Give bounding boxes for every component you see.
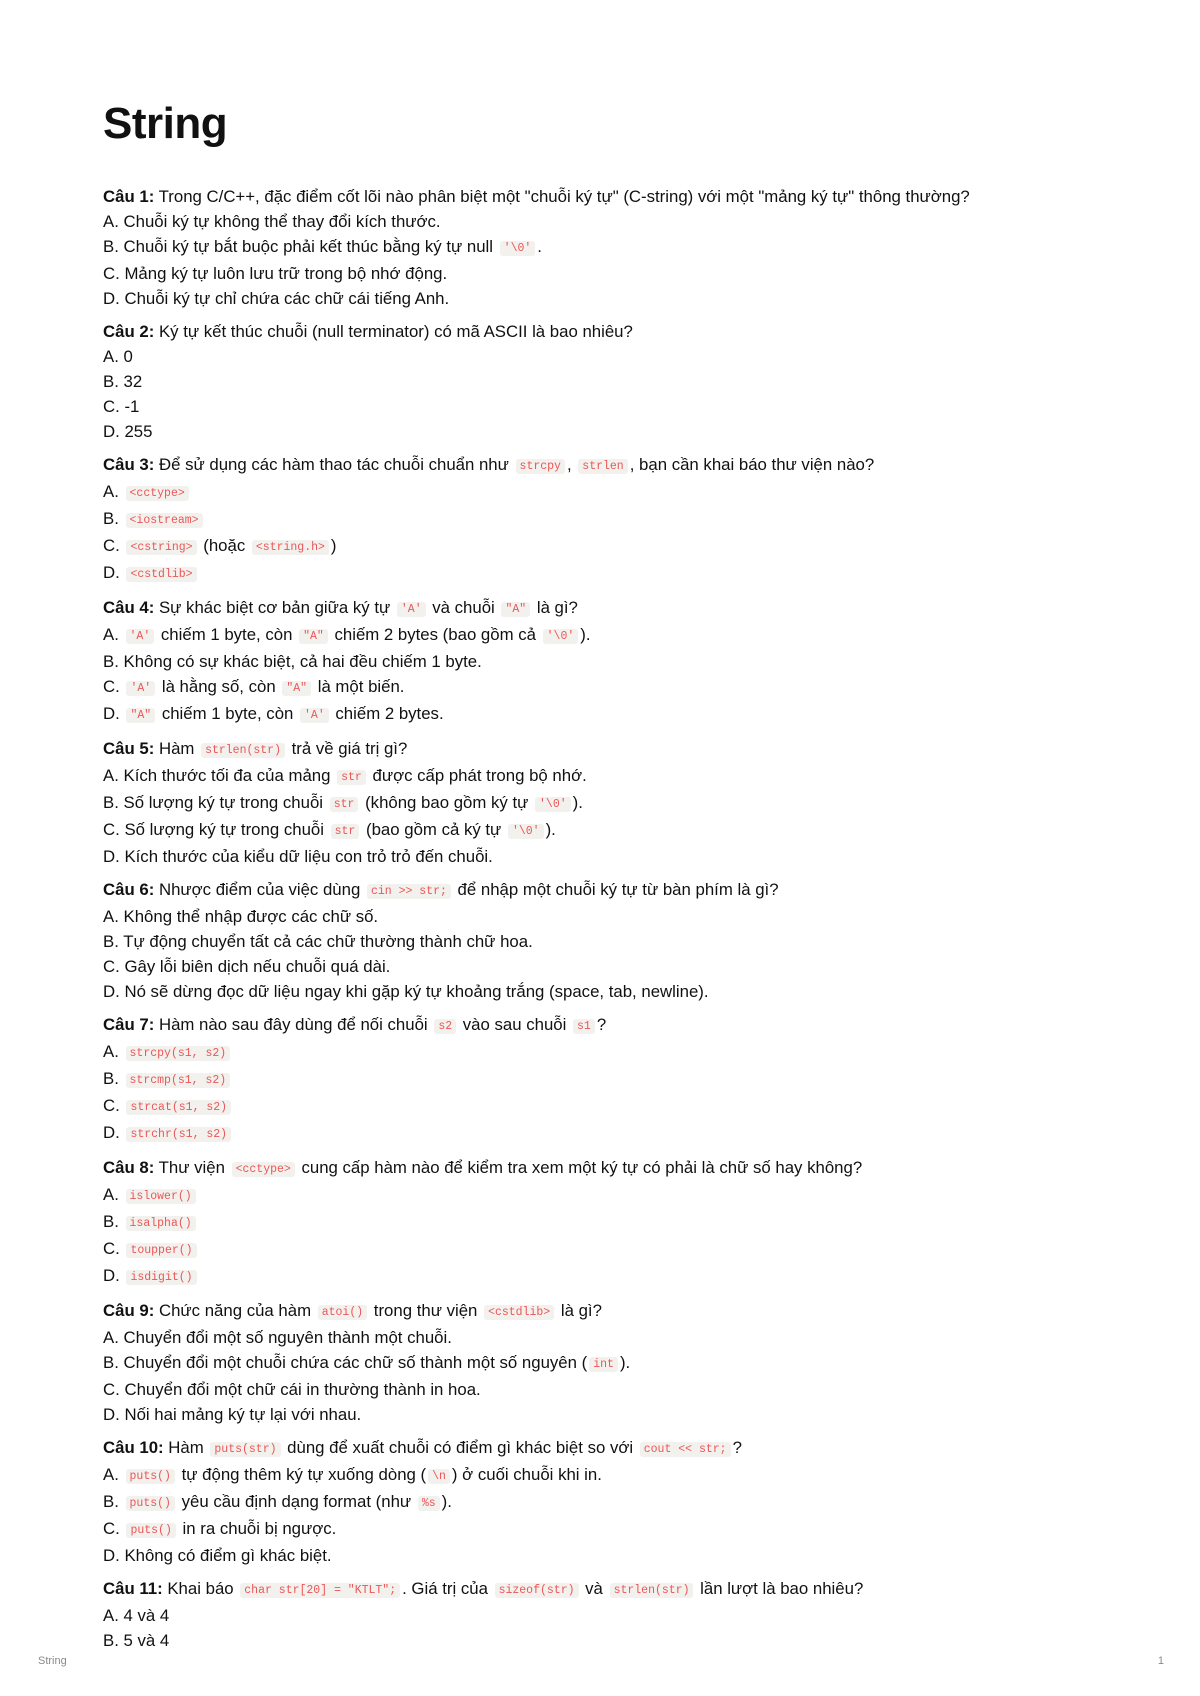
inline-code: isalpha() xyxy=(126,1216,196,1231)
answer-option xyxy=(103,1350,1103,1377)
inline-code: <string.h> xyxy=(252,540,329,555)
text-run: là gì? xyxy=(532,598,578,618)
answer-option xyxy=(103,506,1103,533)
answer-option xyxy=(103,817,1103,844)
text-run: và chuỗi xyxy=(427,598,500,618)
answer-option xyxy=(103,261,1103,286)
text-run: Ký tự kết thúc chuỗi (null terminator) có mã ASCII là bao nhiêu? xyxy=(154,322,633,342)
answer-option xyxy=(103,1093,1103,1120)
question-number: Câu 9: xyxy=(103,1301,155,1321)
inline-code: islower() xyxy=(126,1189,196,1204)
answer-option xyxy=(103,1263,1103,1290)
text-run: (không bao gồm ký tự xyxy=(360,793,534,813)
text-run: lần lượt là bao nhiêu? xyxy=(695,1579,864,1599)
answer-option xyxy=(103,1543,1103,1568)
question-text xyxy=(103,319,1103,344)
inline-code: '\0' xyxy=(543,629,579,644)
inline-code: str xyxy=(330,797,359,812)
inline-code: "A" xyxy=(126,708,155,723)
inline-code: <cctype> xyxy=(232,1162,295,1177)
inline-code: strcat(s1, s2) xyxy=(126,1100,231,1115)
text-run: D. 255 xyxy=(103,422,153,442)
inline-code: <cctype> xyxy=(126,486,189,501)
text-run: ? xyxy=(732,1438,742,1458)
footer-title: String xyxy=(38,1655,67,1667)
answer-option xyxy=(103,560,1103,587)
inline-code: puts() xyxy=(126,1523,175,1538)
question-block xyxy=(103,877,1103,1004)
inline-code: atoi() xyxy=(318,1305,367,1320)
question-text xyxy=(103,877,1103,904)
question-text xyxy=(103,1298,1103,1325)
text-run: C. xyxy=(103,1096,125,1116)
answer-option xyxy=(103,234,1103,261)
inline-code: "A" xyxy=(299,629,328,644)
question-text xyxy=(103,184,1103,209)
answer-option xyxy=(103,1066,1103,1093)
inline-code: %s xyxy=(418,1496,440,1511)
text-run: B. xyxy=(103,509,124,529)
text-run: Để sử dụng các hàm thao tác chuỗi chuẩn như xyxy=(154,455,514,475)
text-run: trong thư viện xyxy=(369,1301,483,1321)
text-run: , bạn cần khai báo thư viện nào? xyxy=(629,455,875,475)
question-list xyxy=(103,184,1103,1653)
text-run: C. xyxy=(103,1519,125,1539)
text-run: Sự khác biệt cơ bản giữa ký tự xyxy=(154,598,395,618)
inline-code: 'A' xyxy=(126,681,155,696)
answer-option xyxy=(103,394,1103,419)
answer-option xyxy=(103,674,1103,701)
text-run: C. Chuyển đổi một chữ cái in thường thành in hoa. xyxy=(103,1380,481,1400)
text-run: cung cấp hàm nào để kiểm tra xem một ký tự có phải là chữ số hay không? xyxy=(296,1158,863,1178)
text-run: trả về giá trị gì? xyxy=(286,739,408,759)
text-run: được cấp phát trong bộ nhớ. xyxy=(367,766,587,786)
text-run: C. xyxy=(103,1239,125,1259)
answer-option xyxy=(103,369,1103,394)
text-run: Nhược điểm của việc dùng xyxy=(154,880,365,900)
question-block xyxy=(103,1298,1103,1427)
text-run: B. xyxy=(103,1212,124,1232)
question-number: Câu 1: xyxy=(103,187,155,207)
question-number: Câu 11: xyxy=(103,1579,163,1599)
text-run: in ra chuỗi bị ngược. xyxy=(177,1519,337,1539)
page-number: 1 xyxy=(1157,1655,1164,1667)
inline-code: "A" xyxy=(282,681,311,696)
text-run: D. Chuỗi ký tự chỉ chứa các chữ cái tiếng Anh. xyxy=(103,289,450,309)
inline-code: 'A' xyxy=(126,629,155,644)
answer-option xyxy=(103,344,1103,369)
question-number: Câu 6: xyxy=(103,880,155,900)
text-run: Hàm xyxy=(154,739,200,759)
text-run: , xyxy=(566,455,577,475)
text-run: D. xyxy=(103,1123,125,1143)
text-run: A. xyxy=(103,1465,124,1485)
inline-code: <iostream> xyxy=(126,513,203,528)
text-run: vào sau chuỗi xyxy=(458,1015,572,1035)
text-run: chiếm 2 bytes. xyxy=(330,704,444,724)
answer-option xyxy=(103,790,1103,817)
text-run: Hàm xyxy=(163,1438,209,1458)
answer-option xyxy=(103,1039,1103,1066)
text-run: C. xyxy=(103,677,125,697)
text-run: ) ở cuối chuỗi khi in. xyxy=(451,1465,602,1485)
text-run: B. xyxy=(103,1492,124,1512)
question-number: Câu 10: xyxy=(103,1438,164,1458)
text-run: B. 32 xyxy=(103,372,143,392)
text-run: C. xyxy=(103,536,125,556)
text-run: ). xyxy=(619,1353,631,1373)
text-run: ). xyxy=(441,1492,452,1512)
question-text xyxy=(103,736,1103,763)
text-run: dùng để xuất chuỗi có điểm gì khác biệt so với xyxy=(282,1438,638,1458)
inline-code: \n xyxy=(428,1469,450,1484)
inline-code: "A" xyxy=(501,602,530,617)
answer-option xyxy=(103,701,1103,728)
text-run: ? xyxy=(596,1015,607,1035)
inline-code: strcpy xyxy=(516,459,565,474)
inline-code: <cstdlib> xyxy=(484,1305,554,1320)
question-block xyxy=(103,1576,1103,1653)
inline-code: strlen xyxy=(578,459,627,474)
answer-option xyxy=(103,209,1103,234)
text-run: B. Số lượng ký tự trong chuỗi xyxy=(103,793,328,813)
inline-code: cin >> str; xyxy=(367,884,451,899)
question-block xyxy=(103,452,1103,587)
text-run: và xyxy=(580,1579,608,1599)
inline-code: s1 xyxy=(573,1019,595,1034)
text-run: chiếm 2 bytes (bao gồm cả xyxy=(329,625,541,645)
text-run: B. Không có sự khác biệt, cả hai đều chiếm 1 byte. xyxy=(103,652,482,672)
text-run: tự động thêm ký tự xuống dòng ( xyxy=(176,1465,427,1485)
inline-code: puts(str) xyxy=(210,1442,280,1457)
text-run: là một biến. xyxy=(313,677,405,697)
question-block xyxy=(103,595,1103,728)
question-text xyxy=(103,595,1103,622)
inline-code: isdigit() xyxy=(126,1270,196,1285)
inline-code: sizeof(str) xyxy=(495,1583,579,1598)
answer-option xyxy=(103,1377,1103,1402)
text-run: A. xyxy=(103,1042,124,1062)
inline-code: str xyxy=(337,770,366,785)
question-block xyxy=(103,1012,1103,1147)
text-run: ) xyxy=(330,536,337,556)
question-block xyxy=(103,1155,1103,1290)
answer-option xyxy=(103,1209,1103,1236)
answer-option xyxy=(103,1325,1103,1350)
inline-code: 'A' xyxy=(300,708,329,723)
text-run: C. Mảng ký tự luôn lưu trữ trong bộ nhớ động. xyxy=(103,264,448,284)
inline-code: s2 xyxy=(434,1019,456,1034)
text-run: . xyxy=(537,237,542,257)
text-run: A. Kích thước tối đa của mảng xyxy=(103,766,336,786)
answer-option xyxy=(103,844,1103,869)
question-number: Câu 3: xyxy=(103,455,155,475)
answer-option xyxy=(103,1489,1103,1516)
text-run: chiếm 1 byte, còn xyxy=(157,704,299,724)
text-run: D. Nó sẽ dừng đọc dữ liệu ngay khi gặp ký tự khoảng trắng (space, tab, newline). xyxy=(103,982,709,1002)
inline-code: strcpy(s1, s2) xyxy=(126,1046,231,1061)
inline-code: <cstdlib> xyxy=(126,567,196,582)
question-block xyxy=(103,736,1103,869)
inline-code: cout << str; xyxy=(640,1442,731,1457)
answer-option xyxy=(103,622,1103,649)
question-block xyxy=(103,1435,1103,1568)
text-run: C. -1 xyxy=(103,397,140,417)
text-run: Khai báo xyxy=(162,1579,239,1599)
text-run: A. xyxy=(103,1185,124,1205)
inline-code: '\0' xyxy=(535,797,571,812)
answer-option xyxy=(103,1402,1103,1427)
answer-option xyxy=(103,286,1103,311)
question-text xyxy=(103,1155,1103,1182)
inline-code: int xyxy=(589,1357,618,1372)
answer-option xyxy=(103,954,1103,979)
text-run: (hoặc xyxy=(198,536,250,556)
text-run: ). xyxy=(572,793,583,813)
text-run: yêu cầu định dạng format (như xyxy=(176,1492,416,1512)
question-number: Câu 4: xyxy=(103,598,155,618)
question-number: Câu 8: xyxy=(103,1158,155,1178)
question-block xyxy=(103,319,1103,444)
answer-option xyxy=(103,763,1103,790)
text-run: (bao gồm cả ký tự xyxy=(361,820,506,840)
question-number: Câu 7: xyxy=(103,1015,155,1035)
text-run: A. 0 xyxy=(103,347,133,367)
text-run: B. xyxy=(103,1069,124,1089)
text-run: D. Nối hai mảng ký tự lại với nhau. xyxy=(103,1405,362,1425)
question-text xyxy=(103,1576,1103,1603)
text-run: A. Chuỗi ký tự không thể thay đổi kích thước. xyxy=(103,212,441,232)
question-text xyxy=(103,1012,1103,1039)
inline-code: strlen(str) xyxy=(201,743,285,758)
answer-option xyxy=(103,1236,1103,1263)
text-run: ). xyxy=(580,625,591,645)
text-run: A. xyxy=(103,625,124,645)
answer-option xyxy=(103,1120,1103,1147)
text-run: D. xyxy=(103,704,125,724)
text-run: B. Chuyển đổi một chuỗi chứa các chữ số thành một số nguyên ( xyxy=(103,1353,588,1373)
text-run: chiếm 1 byte, còn xyxy=(156,625,298,645)
text-run: Hàm nào sau đây dùng để nối chuỗi xyxy=(154,1015,433,1035)
question-text xyxy=(103,452,1103,479)
answer-option xyxy=(103,649,1103,674)
question-number: Câu 5: xyxy=(103,739,155,759)
question-number: Câu 2: xyxy=(103,322,155,342)
inline-code: '\0' xyxy=(508,824,544,839)
answer-option xyxy=(103,1182,1103,1209)
question-text xyxy=(103,1435,1103,1462)
inline-code: <cstring> xyxy=(126,540,196,555)
text-run: Thư viện xyxy=(154,1158,230,1178)
inline-code: str xyxy=(331,824,360,839)
text-run: B. Chuỗi ký tự bắt buộc phải kết thúc bằng ký tự null xyxy=(103,237,498,257)
inline-code: strchr(s1, s2) xyxy=(126,1127,231,1142)
answer-option xyxy=(103,1462,1103,1489)
inline-code: toupper() xyxy=(126,1243,196,1258)
answer-option xyxy=(103,1628,1103,1653)
inline-code: strcmp(s1, s2) xyxy=(126,1073,231,1088)
text-run: D. Kích thước của kiểu dữ liệu con trỏ trỏ đến chuỗi. xyxy=(103,847,493,867)
inline-code: 'A' xyxy=(397,602,426,617)
answer-option xyxy=(103,479,1103,506)
text-run: là hằng số, còn xyxy=(157,677,281,697)
text-run: D. Không có điểm gì khác biệt. xyxy=(103,1546,332,1566)
text-run: Chức năng của hàm xyxy=(154,1301,316,1321)
text-run: A. Không thể nhập được các chữ số. xyxy=(103,907,379,927)
document-page xyxy=(103,100,1103,1661)
text-run: ). xyxy=(545,820,556,840)
inline-code: '\0' xyxy=(500,241,536,256)
text-run: A. 4 và 4 xyxy=(103,1606,170,1626)
answer-option xyxy=(103,533,1103,560)
text-run: C. Gây lỗi biên dịch nếu chuỗi quá dài. xyxy=(103,957,391,977)
answer-option xyxy=(103,929,1103,954)
inline-code: strlen(str) xyxy=(610,1583,694,1598)
text-run: B. 5 và 4 xyxy=(103,1631,170,1651)
text-run: Trong C/C++, đặc điểm cốt lõi nào phân biệt một "chuỗi ký tự" (C-string) với một "mảng ký tự" thông thường? xyxy=(154,187,970,207)
text-run: D. xyxy=(103,1266,125,1286)
answer-option xyxy=(103,1603,1103,1628)
answer-option xyxy=(103,904,1103,929)
text-run: . Giá trị của xyxy=(402,1579,493,1599)
text-run: A. Chuyển đổi một số nguyên thành một chuỗi. xyxy=(103,1328,452,1348)
answer-option xyxy=(103,979,1103,1004)
inline-code: puts() xyxy=(126,1469,175,1484)
question-block xyxy=(103,184,1103,311)
text-run: C. Số lượng ký tự trong chuỗi xyxy=(103,820,329,840)
text-run: D. xyxy=(103,563,125,583)
inline-code: puts() xyxy=(126,1496,175,1511)
answer-option xyxy=(103,419,1103,444)
text-run: A. xyxy=(103,482,124,502)
page-title: String xyxy=(103,99,228,148)
text-run: để nhập một chuỗi ký tự từ bàn phím là gì? xyxy=(452,880,779,900)
answer-option xyxy=(103,1516,1103,1543)
text-run: B. Tự động chuyển tất cả các chữ thường thành chữ hoa. xyxy=(103,932,533,952)
inline-code: char str[20] = "KTLT"; xyxy=(240,1583,400,1598)
text-run: là gì? xyxy=(556,1301,602,1321)
